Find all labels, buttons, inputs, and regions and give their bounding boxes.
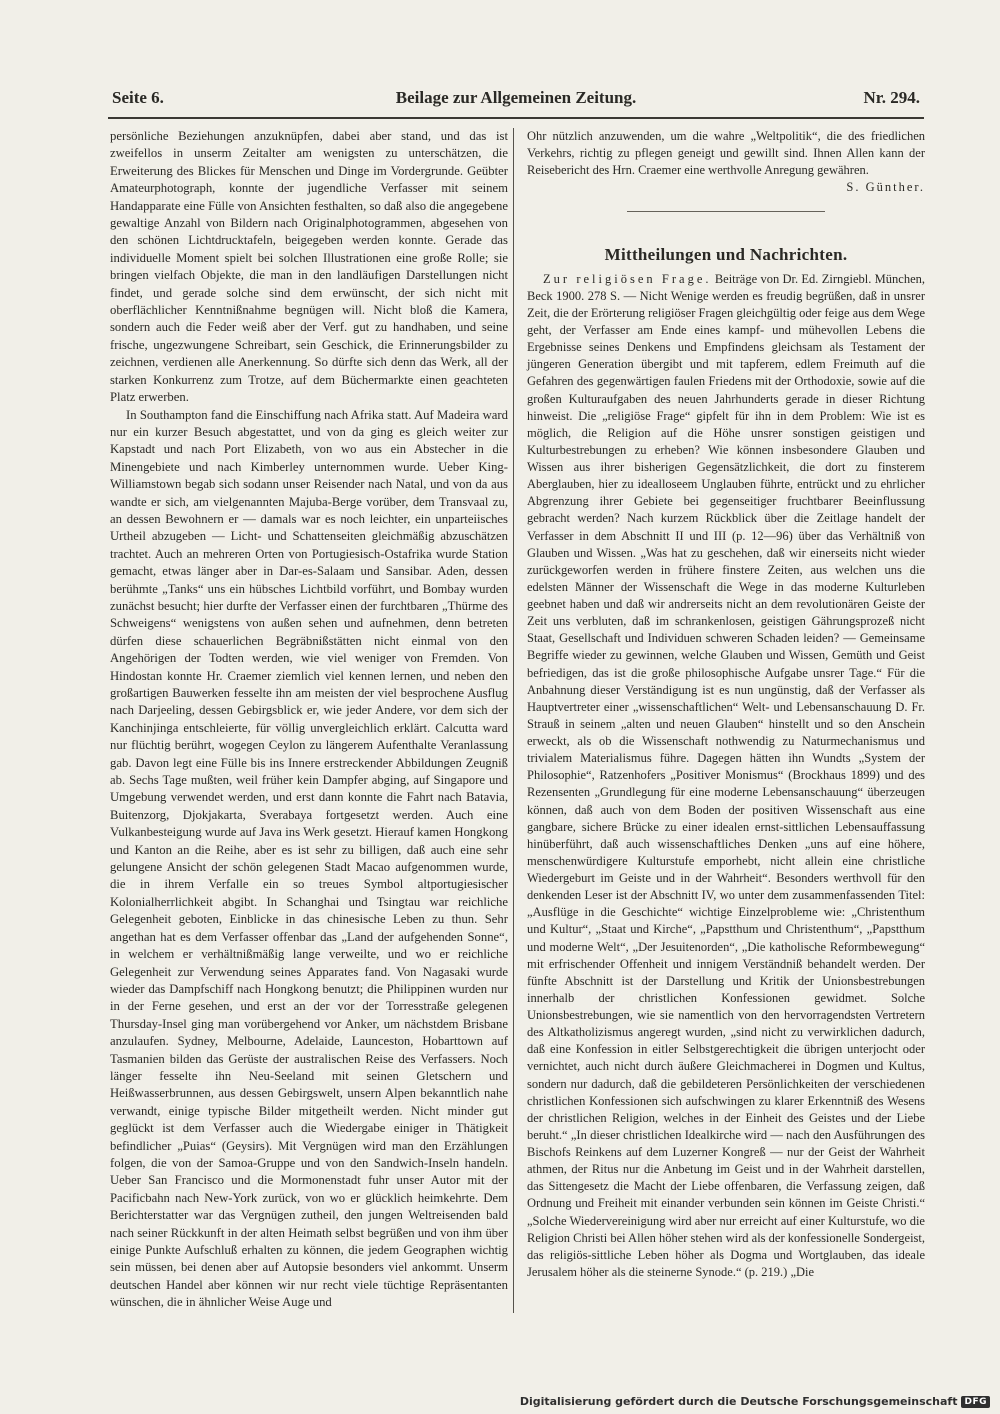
dfg-logo-icon: DFG	[961, 1396, 990, 1408]
header-divider	[108, 117, 924, 119]
footer-credit: Digitalisierung gefördert durch die Deutsche Forschungsgemeinschaft	[519, 1395, 958, 1408]
review-continuation: Ohr nützlich anzuwenden, um die wahre „Weltpolitik“, die des friedlichen Verkehrs, richtig zu pflegen geneigt und gewillt sind. Ihnen Allen kann der Reisebericht des Hrn. Craemer eine werthvolle Anregung gewähren.	[527, 129, 925, 178]
left-column	[110, 128, 508, 1312]
publication-title: Beilage zur Allgemeinen Zeitung.	[395, 88, 637, 107]
digitization-footer	[520, 1395, 990, 1408]
section-divider	[627, 211, 825, 212]
article-body: Beiträge von Dr. Ed. Zirngiebl. München, Beck 1900. 278 S. — Nicht Wenige werden es freudig begrüßen, daß in unsrer Zeit, die der Erörterung religiöser Fragen gleichgültig oder feige aus dem Wege geht, der Verfasser am Ende eines kampf- und mühevollen Lebens die Ergebnisse seines Denkens und Empfindens gleichsam als Testament der jüngeren Generation übergibt und mit tapferem, edlem Freimuth auf die Gefahren des gegenwärtigen faulen Friedens mit der Orthodoxie, sowie auf die großen Kulturaufgaben des neuen Jahrhunderts gerade in dieser Richtung hinweist. Die „religiöse Frage“ gipfelt für ihn in dem Problem: Wie ist es möglich, die Religion auf die Höhe unsrer sonstigen geistigen und Kulturbestrebungen zu erheben? Wie können insbesondere Glauben und Wissen aus ihrer bisherigen Gegensätzlichkeit, die dort zu finsterem Aberglauben, hier zu idealloseem Unglauben führte, entrückt und zu ehrlicher Abgrenzung ihrer Gebiete bei gegenseitiger fruchtbarer Beeinflussung gebracht werden? Nach kurzem Rückblick über die Zeitlage handelt der Verfasser in dem Abschnitt II und III (p. 12—96) über das Verhältniß von Glauben und Wissen. „Was hat zu geschehen, daß wir einerseits nicht wieder zurückgeworfen werden in frühere finstere Zeiten, aus welchen uns die edelsten Männer der Wissenschaft die Wege in das moderne Kulturleben geebnet haben und daß wir andrerseits nicht an dem revolutionären Geiste der Zeit uns verbluten, daß im schrankenlosen, geistigen Gährungsprozeß nicht Staat, Gesellschaft und Individuen schweren Schaden leiden? — Gemeinsame Begriffe wieder zu gewinnen, welche Glauben und Wissen, Gemüth und Geist befriedigen, das ist die große philosophische Aufgabe unsrer Tage.“ Für die Anbahnung dieser Verständigung ist es nun ungünstig, daß der Verfasser als Hauptvertreter einer „wissenschaftlichen“ Welt- und Lebensanschauung D. Fr. Strauß in seinem „alten und neuen Glauben“ hinstellt und so den Anschein erweckt, als ob die Wissenschaft nothwendig zu Naturmechanismus und trivialem Materialismus führe. Dagegen hätten ihn Wundts „System der Philosophie“, Ratzenhofers „Positiver Monismus“ (Brockhaus 1899) und des Rezensenten „Grundlegung für eine moderne Lebensanschauung“ überzeugen können, daß auch von dem Boden der positiven Wissenschaft aus eine gangbare, sichere Brücke zu einer idealen ernst-sittlichen Lebensauffassung hinüberführt, daß auch wissenschaftliches Denken „uns auf eine höhere, menschenwürdigere Kulturstufe emporhebt, nicht allein eine christliche Wiedergeburt im Geiste und in der Wahrheit“. Besonders werthvoll für den denkenden Leser ist der Abschnitt IV, wo unter dem zusammenfassenden Titel: „Ausflüge in die Geschichte“ wichtige Einzelprobleme wie: „Christenthum und Kultur“, „Staat und Kirche“, „Papstthum und Christenthum“, „Papstthum und moderne Welt“, „Der Jesuitenorden“, „Die katholische Reformbewegung“ mit erfrischender Offenheit und innigem Verständniß behandelt werden. Der fünfte Abschnitt ist der Darstellung und Kritik der Unionsbestrebungen innerhalb der christlichen Konfessionen gewidmet. Solche Unionsbestrebungen, wie sie namentlich von den hervorragendsten Vertretern des Altkatholizismus angeregt wurden, „sind nicht zu verwirklichen dadurch, daß eine Konfession in eitler Selbstgerechtigkeit die übrigen unterjocht oder vernichtet, auch nicht durch äußere Gleichmacherei in Dogmen und Kultus, sondern nur dadurch, daß die gebildeteren Persönlichkeiten der verschiedenen christlichen Konfessionen sich aufschwingen zu klarer Erkenntniß des Wesens der christlichen Religion, welches in der Einheit des Geistes und der Liebe beruht.“ „In dieser christlichen Idealkirche wird — nach den Ausführungen des Bischofs Reinkens auf dem Luzerner Kongreß — nur der Geist der Wahrheit athmen, der Ritus nur die Anbetung im Geist und in der Wahrheit darstellen, das Sittengesetz die Macht der Liebe offenbaren, die Verfassung zeigen, daß Ordnung und Freiheit mit einander verbunden sein können im Geiste Christi.“ „Solche Wiedervereinigung wird aber nur erreicht auf einer Kulturstufe, wo die Religion Christi bei Allen höher stehen wird als der konfessionelle Sondergeist, das religiös-sittliche Leben höher als Dogma und Wortglauben, das ideale Jerusalem höher als die steinerne Synode.“ (p. 219.) „Die	[527, 271, 925, 1279]
issue-number: Nr. 294.	[863, 88, 920, 107]
section-heading: Mittheilungen und Nachrichten.	[604, 244, 848, 264]
page-header	[112, 88, 920, 112]
article-paragraph	[527, 271, 925, 1281]
article-title: Zur religiösen Frage.	[543, 271, 712, 286]
page-number: Seite 6.	[112, 88, 164, 107]
left-paragraph-2: In Southampton fand die Einschiffung nach Afrika statt. Auf Madeira ward nur ein kurzer Besuch abgestattet, und von da ging es gleich weiter zur Kapstadt und nach Port Elizabeth, von wo aus ein Abstecher in die Minengebiete und nach Kimberley unternommen wurde. Ueber King-Williamstown begab sich sodann unser Reisender nach Natal, und von da aus wandte er sich, am vielgenannten Majuba-Berge vorüber, dem Transvaal zu, an dessen Bewohnern er — damals war es noch leichter, ein unparteiisches Urtheil abzugeben — Licht- und Schattenseiten gleichmäßig abzuschätzen trachtet. Auch an mehreren Orten von Portugiesisch-Ostafrika wurde Station gemacht, etwas länger aber in Dar-es-Salaam und Sansibar. Aden, dessen berühmte „Tanks“ uns ein hübsches Lichtbild vorführt, und Bombay wurden zunächst besucht; hier durfte der Verfasser einen der furchtbaren „Thürme des Schweigens“ wenigstens von außen sehen und aufnehmen, denn betreten dürfen diese schauerlichen Begräbnißstätten nicht einmal von den Angehörigen der Todten werden, wie viel weniger von Fremden. Von Hindostan konnte Hr. Craemer ziemlich viel kennen lernen, und neben den großartigen Bauwerken fesselte ihn am meisten der viel besprochene Ausflug nach Darjeeling, dessen Gebirgsblick er, wie jeder Andere, vor dem sich der Kanchinjinga entschleierte, für völlig unvergleichlich erklärt. Calcutta ward nur flüchtig berührt, wogegen Ceylon zu längerem Aufenthalte Veranlassung gab. Davon legt eine Fülle bis ins Innere erstreckender Abbildungen Zeugniß ab. Sechs Tage mußten, weil früher kein Dampfer abging, auf Singapore und Umgebung verwendet werden, und erst dann konnte die Fahrt nach Batavia, Buitenzorg, Djokjakarta, Sverabaya fortgesetzt werden. Auch eine Vulkanbesteigung wurde auf Java ins Werk gesetzt. Hierauf kamen Hongkong und Kanton an die Reihe, aber es ist sehr zu billigen, daß auch eine sehr gelungene Ansicht der schön gelegenen Stadt Macao aufgenommen wurde, die in ihrem Verfalle ein so treues Symbol altportugiesischer Kolonialherrlichkeit abgibt. In Schanghai und Tsingtau war reichliche Gelegenheit geboten, Einblicke in das chinesische Leben zu thun. Sehr angethan hat es dem Verfasser offenbar das „Land der aufgehenden Sonne“, in welchem er verhältnißmäßig lange verweilte, und wo er reichliche Gelegenheit zur Verwendung seines Apparates fand. Von Nagasaki wurde wieder das Dampfschiff nach Hongkong benutzt; die Philippinen wurden nur in der Ferne gesehen, und erst an der vor der Torresstraße gelegenen Thursday-Insel ging man vorübergehend vor Anker, um nächstdem Brisbane anzulaufen. Sydney, Melbourne, Adelaide, Launceston, Hobarttown auf Tasmanien bilden das Gerüste der australischen Reise des Verfassers. Noch länger fesselte ihn Neu-Seeland mit seinen Gletschern und Heißwasserbrunnen, aus dessen Gebirgswelt, unsern Alpen bekanntlich nahe verwandt, einige typische Bilder mitgetheilt werden. Nicht minder gut geglückt ist dem Verfasser auch die Wiedergabe einiger in Thätigkeit befindlicher „Puias“ (Geysirs). Mit Vergnügen wird man den Erzählungen folgen, die von der Samoa-Gruppe und von den Sandwich-Inseln handeln. Ueber San Francisco und die Mormonenstadt fuhr unser Autor mit der Pacificbahn nach New-York zurück, von wo er glücklich heimkehrte. Dem Berichterstatter war das Vergnügen zutheil, den jungen Weltreisenden bald nach seiner Rückkunft in der alten Heimath selbst begrüßen und von ihm über einige Punkte Aufschluß erhalten zu können, die jedem Geographen wichtig sein müssen, bei denen aber auf Autopsie besonders viel ankommt. Unserm deutschen Handel aber können wir nur recht viele tüchtige Repräsentanten wünschen, die in ähnlicher Weise Auge und	[110, 407, 508, 1310]
review-signature: S. Günther.	[846, 180, 925, 195]
right-column	[527, 128, 925, 1281]
column-divider	[513, 128, 514, 1313]
left-paragraph-1: persönliche Beziehungen anzuknüpfen, dabei aber stand, und das ist zweifellos in unserm Zeitalter am wenigsten zu unterschätzen, die Erweiterung des Blickes für Menschen und Dinge im Vordergrunde. Geübter Amateurphotograph, konnte der jugendliche Verfasser mit seinem Handapparate eine Fülle von Ansichten festhalten, so daß also die angegebene gewaltige Anzahl von Bildern nach Originalphotogrammen, abgesehen von den schönen Lichtdrucktafeln, beigegeben werden konnte. Gerade das individuelle Moment spielt bei solchen Illustrationen eine große Rolle; sie bringen vielfach Objekte, die man in den landläufigen Darstellungen nicht findet, und gerade solche sind dem erwünscht, der sich nicht mit oberflächlicher Kenntnißnahme begnügen will. Nicht bloß die Kamera, sondern auch die Feder weiß aber der Verf. gut zu handhaben, und seine frische, ungezwungene Schreibart, sein Geschick, die Erinnerungsbilder zu zeichnen, verdienen alle Anerkennung. So dürfte sich denn das Werk, all der starken Konkurrenz zum Trotze, auf dem Büchermarkte einen geachteten Platz erwerben.	[110, 129, 508, 405]
